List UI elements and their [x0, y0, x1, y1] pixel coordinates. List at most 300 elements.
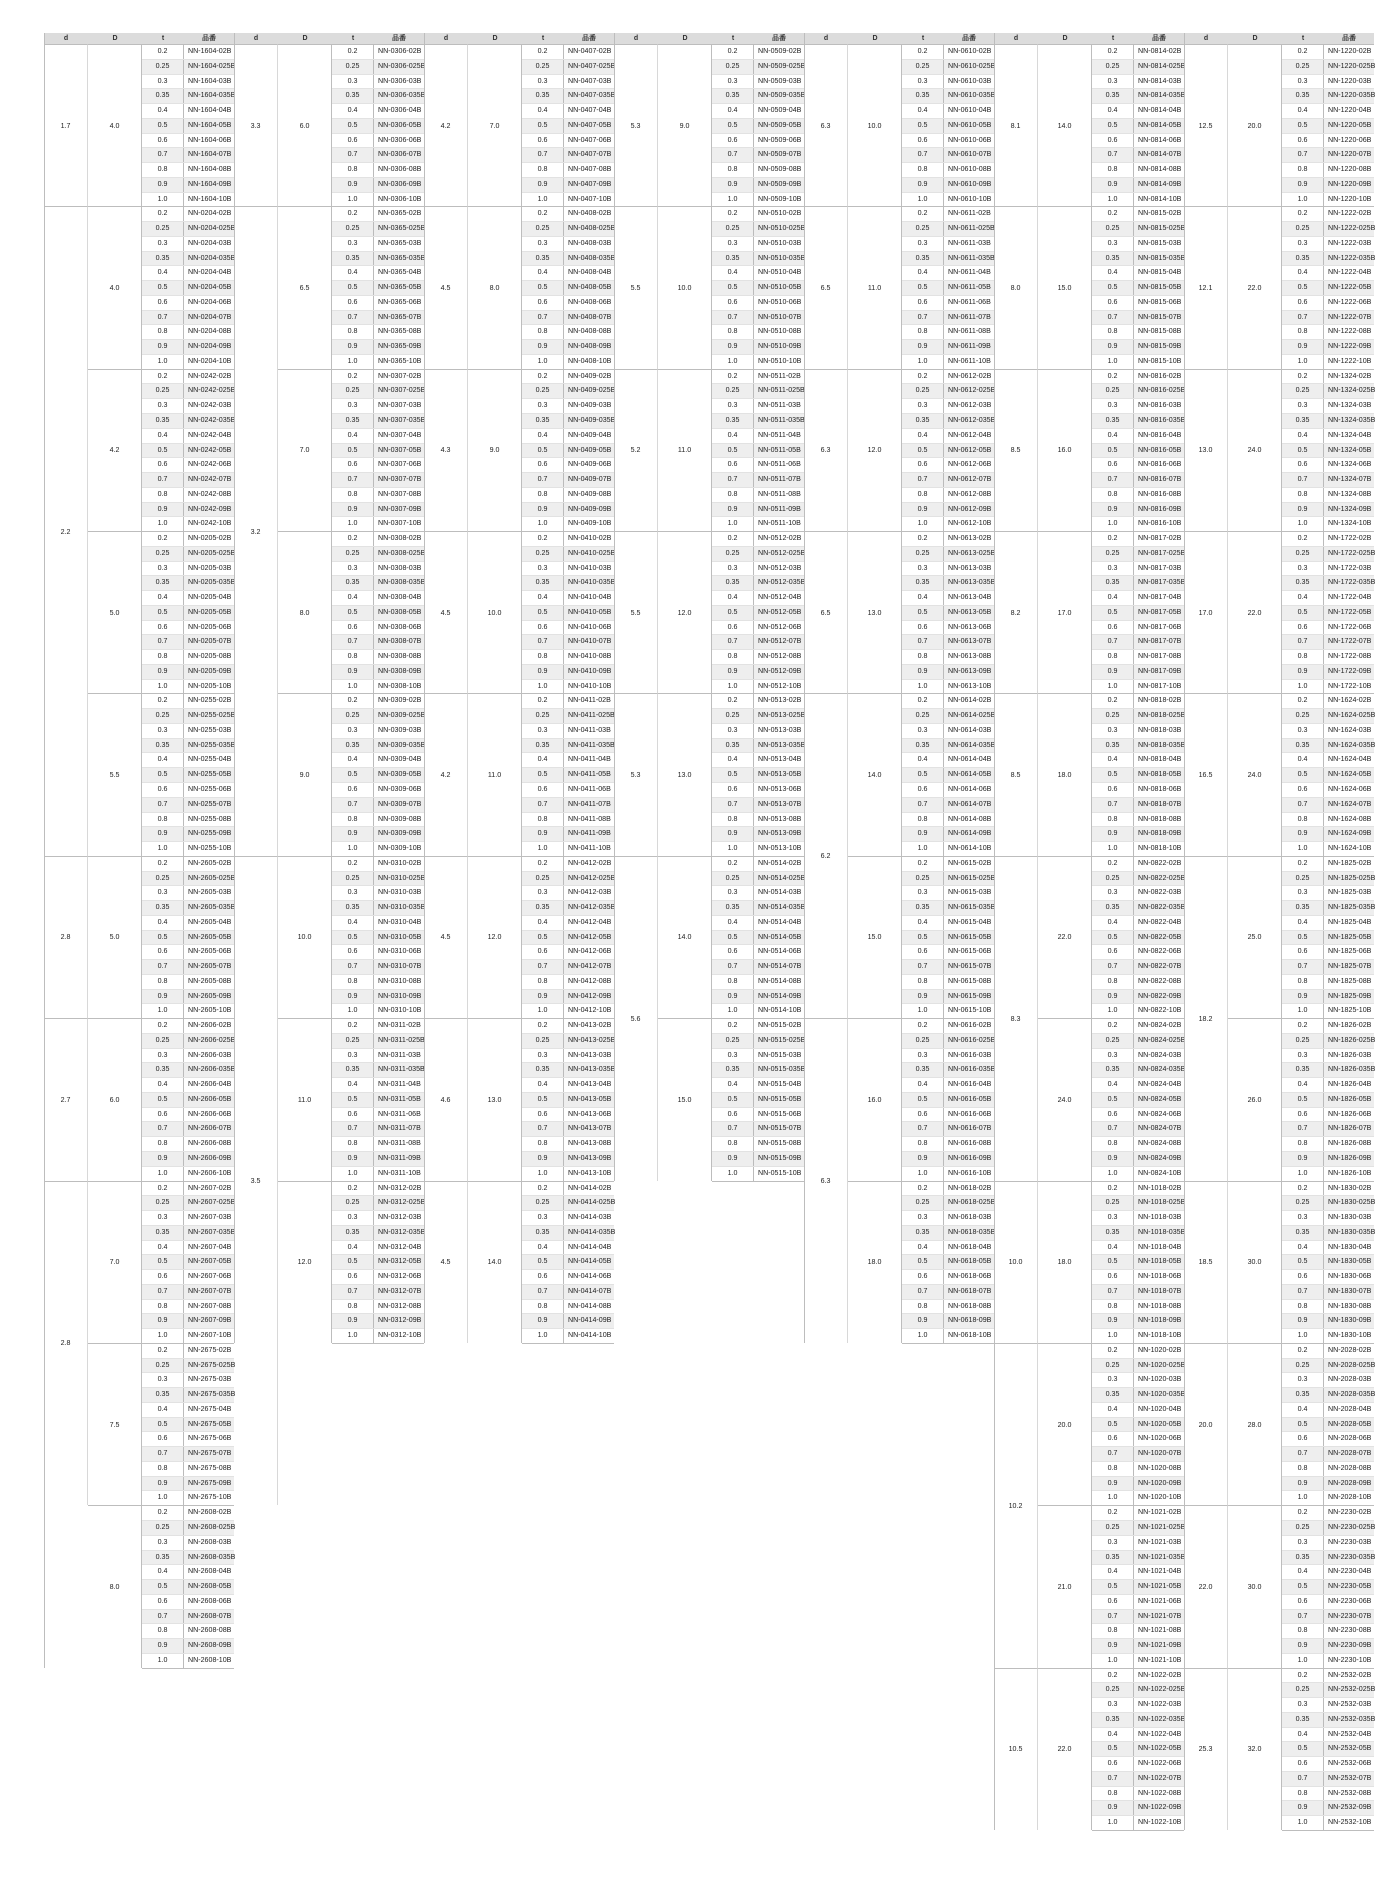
part-number: NN-0255-025B — [188, 711, 236, 720]
thickness-value: 0.8 — [1282, 650, 1324, 664]
thickness-value: 0.9 — [902, 990, 944, 1004]
part-number: NN-0511-10B — [758, 519, 801, 528]
thickness-value: 0.4 — [1092, 591, 1134, 605]
part-number: NN-0511-025B — [758, 386, 805, 395]
thickness-value: 0.3 — [902, 886, 944, 900]
thickness-value: 0.6 — [1092, 1757, 1134, 1771]
outer-diameter-cell: 22.0 — [1038, 856, 1092, 1018]
part-number: NN-1018-05B — [1138, 1257, 1182, 1266]
thickness-value: 0.3 — [712, 75, 754, 89]
thickness-value: 0.5 — [712, 768, 754, 782]
part-number: NN-0618-10B — [948, 1331, 992, 1340]
thickness-value: 1.0 — [1282, 1491, 1324, 1505]
part-number: NN-0365-09B — [378, 342, 422, 351]
thickness-value: 0.9 — [1282, 827, 1324, 841]
thickness-value: 0.2 — [1282, 1506, 1324, 1520]
header-D: D — [112, 35, 118, 42]
part-number: NN-0308-09B — [378, 666, 422, 675]
inner-diameter-cell: 6.5 — [804, 206, 848, 368]
thickness-value: 0.25 — [1092, 1034, 1134, 1048]
part-number: NN-0414-10B — [568, 1331, 612, 1340]
thickness-value: 0.2 — [1092, 694, 1134, 708]
thickness-value: 0.8 — [142, 1137, 184, 1151]
part-number: NN-1222-02B — [1328, 209, 1372, 218]
part-number: NN-1624-02B — [1328, 696, 1372, 705]
thickness-value: 0.3 — [522, 724, 564, 738]
thickness-value: 0.4 — [712, 104, 754, 118]
part-number: NN-0311-10B — [378, 1168, 421, 1177]
part-number: NN-0409-035B — [568, 416, 616, 424]
thickness-value: 0.9 — [902, 665, 944, 679]
part-number: NN-0822-10B — [1138, 1006, 1182, 1015]
part-number: NN-0410-09B — [568, 666, 612, 675]
inner-diameter-cell: 6.3 — [804, 369, 848, 531]
thickness-value: 0.25 — [332, 60, 374, 74]
part-number: NN-0311-09B — [378, 1154, 421, 1162]
part-number: NN-0815-07B — [1138, 312, 1182, 321]
part-number: NN-1020-035B — [1138, 1390, 1186, 1399]
part-number: NN-0409-04B — [568, 430, 612, 439]
part-number: NN-2605-08B — [188, 976, 232, 985]
part-number: NN-0414-06B — [568, 1272, 612, 1281]
part-number: NN-0618-04B — [948, 1242, 992, 1251]
thickness-value: 0.5 — [142, 281, 184, 295]
part-number: NN-2607-09B — [188, 1316, 232, 1325]
thickness-value: 0.9 — [1092, 665, 1134, 679]
inner-diameter-cell: 4.2 — [424, 693, 468, 855]
thickness-value: 0.35 — [1092, 1388, 1134, 1402]
part-number: NN-0817-025B — [1138, 548, 1186, 557]
thickness-value: 0.3 — [522, 237, 564, 251]
part-number: NN-2608-03B — [188, 1537, 232, 1546]
thickness-value: 1.0 — [142, 1167, 184, 1181]
thickness-value: 0.4 — [1092, 1403, 1134, 1417]
part-number: NN-1222-07B — [1328, 312, 1372, 321]
part-number: NN-0509-09B — [758, 179, 802, 188]
part-number: NN-0511-09B — [758, 504, 801, 513]
outer-diameter-cell: 15.0 — [848, 856, 902, 1018]
part-number: NN-1604-06B — [188, 135, 232, 144]
thickness-value: 1.0 — [142, 355, 184, 369]
thickness-value: 0.35 — [712, 901, 754, 915]
thickness-value: 0.9 — [142, 990, 184, 1004]
thickness-value: 0.35 — [522, 739, 564, 753]
part-number: NN-2605-03B — [188, 888, 232, 897]
part-number: NN-0815-03B — [1138, 238, 1182, 247]
part-number: NN-0815-06B — [1138, 297, 1182, 306]
thickness-value: 0.9 — [1282, 1801, 1324, 1815]
thickness-value: 0.4 — [142, 104, 184, 118]
part-number: NN-0615-08B — [948, 976, 992, 985]
inner-diameter-cell: 3.3 — [234, 44, 278, 206]
thickness-value: 0.4 — [142, 429, 184, 443]
part-number: NN-0309-035B — [378, 740, 426, 749]
thickness-value: 0.25 — [522, 709, 564, 723]
part-number: NN-0824-04B — [1138, 1080, 1182, 1089]
part-number: NN-2608-06B — [188, 1596, 232, 1605]
inner-diameter-cell: 10.5 — [994, 1668, 1038, 1830]
thickness-value: 0.9 — [712, 178, 754, 192]
thickness-value: 0.35 — [1282, 1551, 1324, 1565]
thickness-value: 0.25 — [142, 222, 184, 236]
thickness-value: 0.2 — [712, 370, 754, 384]
part-number: NN-0309-025B — [378, 711, 426, 720]
thickness-value: 0.5 — [1282, 768, 1324, 782]
part-number: NN-0306-025B — [378, 61, 426, 70]
part-number: NN-1722-09B — [1328, 666, 1372, 675]
thickness-value: 0.5 — [712, 119, 754, 133]
thickness-value: 0.5 — [1282, 1255, 1324, 1269]
thickness-value: 0.3 — [332, 886, 374, 900]
thickness-value: 0.7 — [522, 311, 564, 325]
part-number: NN-0308-03B — [378, 563, 422, 572]
thickness-value: 0.6 — [712, 945, 754, 959]
part-number: NN-0310-04B — [378, 917, 422, 926]
header-d: d — [443, 35, 449, 42]
part-number: NN-0509-025B — [758, 61, 806, 70]
thickness-value: 0.5 — [332, 606, 374, 620]
thickness-value: 0.4 — [1092, 753, 1134, 767]
thickness-value: 0.8 — [332, 1137, 374, 1151]
thickness-value: 1.0 — [1092, 517, 1134, 531]
thickness-value: 0.5 — [1092, 1418, 1134, 1432]
part-number: NN-1018-04B — [1138, 1242, 1182, 1251]
part-number: NN-2608-07B — [188, 1611, 232, 1620]
part-number: NN-0509-03B — [758, 76, 802, 85]
thickness-value: 0.25 — [1282, 222, 1324, 236]
part-number: NN-1830-07B — [1328, 1286, 1372, 1295]
part-number: NN-0307-05B — [378, 445, 422, 454]
thickness-value: 0.5 — [1282, 119, 1324, 133]
part-number: NN-2028-10B — [1328, 1493, 1372, 1502]
part-number: NN-0413-025B — [568, 1035, 616, 1044]
part-number: NN-0618-05B — [948, 1257, 992, 1266]
part-number: NN-0242-02B — [188, 371, 232, 380]
part-number: NN-1220-02B — [1328, 47, 1372, 55]
thickness-value: 0.5 — [902, 768, 944, 782]
part-number: NN-0410-08B — [568, 652, 612, 661]
part-number: NN-0615-05B — [948, 932, 992, 941]
part-number: NN-0615-025B — [948, 873, 996, 882]
thickness-value: 0.9 — [1282, 1639, 1324, 1653]
thickness-value: 0.7 — [1282, 148, 1324, 162]
thickness-value: 0.3 — [902, 75, 944, 89]
part-number: NN-1624-05B — [1328, 770, 1372, 779]
thickness-value: 0.3 — [712, 562, 754, 576]
group-bottom-line — [1282, 1830, 1374, 1831]
thickness-value: 0.3 — [332, 75, 374, 89]
thickness-value: 0.3 — [332, 399, 374, 413]
thickness-value: 0.6 — [1282, 296, 1324, 310]
part-number: NN-0411-10B — [568, 844, 611, 853]
part-number: NN-1722-02B — [1328, 534, 1372, 543]
part-number: NN-0310-03B — [378, 888, 422, 897]
thickness-value: 0.4 — [1282, 1241, 1324, 1255]
part-number: NN-0255-10B — [188, 844, 232, 853]
part-number: NN-0412-035B — [568, 903, 616, 912]
outer-diameter-cell: 30.0 — [1228, 1505, 1282, 1667]
thickness-value: 0.3 — [1092, 75, 1134, 89]
inner-diameter-cell: 16.5 — [1184, 693, 1228, 855]
part-number: NN-0413-05B — [568, 1094, 612, 1103]
thickness-value: 0.5 — [142, 931, 184, 945]
thickness-value: 0.25 — [332, 709, 374, 723]
thickness-value: 0.25 — [332, 872, 374, 886]
part-number: NN-2230-05B — [1328, 1582, 1372, 1591]
part-number: NN-1018-025B — [1138, 1198, 1186, 1207]
outer-diameter-cell: 13.0 — [848, 531, 902, 693]
thickness-value: 0.3 — [1092, 1698, 1134, 1712]
part-number: NN-0814-06B — [1138, 135, 1182, 144]
part-number: NN-0255-04B — [188, 755, 232, 764]
thickness-value: 0.6 — [522, 296, 564, 310]
thickness-value: 0.7 — [1092, 1772, 1134, 1786]
part-number: NN-0822-025B — [1138, 873, 1186, 882]
part-number: NN-2607-03B — [188, 1213, 232, 1222]
part-number: NN-0614-035B — [948, 740, 996, 749]
thickness-value: 0.4 — [1282, 1078, 1324, 1092]
thickness-value: 0.35 — [142, 252, 184, 266]
thickness-value: 0.25 — [1092, 1683, 1134, 1697]
part-number: NN-2608-05B — [188, 1582, 232, 1591]
part-number: NN-0614-08B — [948, 814, 992, 823]
outer-diameter-cell: 8.0 — [468, 206, 522, 368]
part-number: NN-1826-03B — [1328, 1050, 1372, 1059]
thickness-value: 0.4 — [522, 266, 564, 280]
part-number: NN-0409-06B — [568, 460, 612, 469]
thickness-value: 1.0 — [522, 517, 564, 531]
thickness-value: 0.7 — [1092, 473, 1134, 487]
part-number: NN-0824-10B — [1138, 1168, 1182, 1177]
part-number: NN-0610-05B — [948, 120, 992, 129]
outer-diameter-cell: 12.0 — [278, 1181, 332, 1343]
part-number: NN-0407-04B — [568, 106, 612, 115]
part-number: NN-1220-09B — [1328, 179, 1372, 188]
part-number: NN-0414-09B — [568, 1316, 612, 1325]
thickness-value: 0.4 — [142, 1078, 184, 1092]
thickness-value: 0.25 — [142, 1196, 184, 1210]
thickness-value: 0.5 — [1282, 606, 1324, 620]
thickness-value: 0.8 — [332, 813, 374, 827]
outer-diameter-cell: 7.0 — [468, 44, 522, 206]
thickness-value: 0.4 — [1092, 1078, 1134, 1092]
part-number: NN-0509-07B — [758, 150, 802, 159]
part-number: NN-0614-10B — [948, 844, 992, 853]
thickness-value: 0.7 — [142, 1447, 184, 1461]
thickness-value: 0.3 — [142, 1049, 184, 1063]
thickness-value: 0.2 — [332, 1182, 374, 1196]
thickness-value: 1.0 — [712, 842, 754, 856]
thickness-value: 1.0 — [142, 842, 184, 856]
thickness-value: 0.3 — [332, 237, 374, 251]
part-number: NN-0818-10B — [1138, 844, 1182, 853]
part-number: NN-2028-08B — [1328, 1463, 1372, 1472]
thickness-value: 0.7 — [712, 635, 754, 649]
thickness-value: 0.35 — [142, 1551, 184, 1565]
part-number: NN-0411-03B — [568, 725, 611, 734]
thickness-value: 0.8 — [1282, 325, 1324, 339]
thickness-value: 0.5 — [1092, 281, 1134, 295]
thickness-value: 0.2 — [1282, 1019, 1324, 1033]
part-number: NN-1624-10B — [1328, 844, 1372, 853]
thickness-value: 0.9 — [332, 1314, 374, 1328]
thickness-value: 1.0 — [522, 842, 564, 856]
thickness-value: 0.35 — [1282, 739, 1324, 753]
outer-diameter-cell: 4.0 — [88, 206, 142, 368]
thickness-value: 0.25 — [1092, 384, 1134, 398]
part-number: NN-1830-05B — [1328, 1257, 1372, 1266]
part-number: NN-0611-04B — [948, 268, 991, 277]
part-number: NN-0409-09B — [568, 504, 612, 513]
part-number: NN-2532-06B — [1328, 1759, 1372, 1768]
thickness-value: 0.5 — [332, 119, 374, 133]
part-number: NN-2028-03B — [1328, 1375, 1372, 1384]
part-number: NN-1825-04B — [1328, 917, 1372, 926]
thickness-value: 0.4 — [332, 591, 374, 605]
part-number: NN-1018-02B — [1138, 1183, 1182, 1192]
thickness-value: 0.8 — [522, 325, 564, 339]
outer-diameter-cell: 7.0 — [278, 369, 332, 531]
part-number: NN-0610-03B — [948, 76, 992, 85]
part-number: NN-1021-08B — [1138, 1626, 1182, 1635]
part-number: NN-0616-04B — [948, 1080, 992, 1089]
part-number: NN-1826-07B — [1328, 1124, 1372, 1133]
part-number: NN-0310-05B — [378, 932, 422, 941]
part-number: NN-0409-025B — [568, 386, 616, 395]
inner-diameter-cell: 4.5 — [424, 1181, 468, 1343]
thickness-value: 0.25 — [1282, 1683, 1324, 1697]
thickness-value: 1.0 — [902, 355, 944, 369]
thickness-value: 0.6 — [1092, 945, 1134, 959]
thickness-value: 1.0 — [902, 517, 944, 531]
part-number: NN-0514-05B — [758, 932, 802, 941]
thickness-value: 0.8 — [1282, 163, 1324, 177]
part-number: NN-1022-08B — [1138, 1788, 1182, 1797]
part-number: NN-1826-05B — [1328, 1094, 1372, 1103]
part-number: NN-1624-07B — [1328, 799, 1372, 808]
thickness-value: 1.0 — [522, 1004, 564, 1018]
thickness-value: 1.0 — [332, 355, 374, 369]
part-number: NN-0311-025B — [378, 1035, 425, 1044]
thickness-value: 0.7 — [1092, 1285, 1134, 1299]
thickness-value: 0.35 — [522, 252, 564, 266]
thickness-value: 0.35 — [522, 1226, 564, 1240]
part-number: NN-1324-06B — [1328, 460, 1372, 469]
thickness-value: 0.8 — [1092, 975, 1134, 989]
header-d: d — [823, 35, 829, 42]
thickness-value: 0.4 — [142, 753, 184, 767]
part-number: NN-0610-07B — [948, 150, 992, 159]
thickness-value: 0.9 — [1282, 340, 1324, 354]
part-number: NN-0204-03B — [188, 238, 232, 247]
thickness-value: 0.25 — [522, 872, 564, 886]
thickness-value: 0.35 — [1282, 1063, 1324, 1077]
part-number: NN-0510-05B — [758, 283, 802, 292]
thickness-value: 0.6 — [902, 783, 944, 797]
part-number: NN-0814-10B — [1138, 194, 1182, 203]
part-number: NN-0312-09B — [378, 1316, 422, 1325]
part-number: NN-0407-035B — [568, 91, 616, 100]
part-number: NN-0513-025B — [758, 711, 806, 720]
thickness-value: 0.35 — [332, 89, 374, 103]
thickness-value: 0.25 — [142, 60, 184, 74]
thickness-value: 0.6 — [522, 134, 564, 148]
outer-diameter-cell: 7.0 — [88, 1181, 142, 1343]
thickness-value: 0.7 — [332, 960, 374, 974]
part-number: NN-0414-08B — [568, 1301, 612, 1310]
part-number: NN-0204-05B — [188, 283, 232, 292]
part-number: NN-1826-06B — [1328, 1109, 1372, 1118]
part-number: NN-0614-03B — [948, 725, 992, 734]
part-number: NN-0610-025B — [948, 61, 996, 70]
part-number: NN-0615-04B — [948, 917, 992, 926]
thickness-value: 0.9 — [522, 827, 564, 841]
part-number: NN-1324-10B — [1328, 519, 1372, 528]
part-number: NN-2532-04B — [1328, 1729, 1372, 1738]
part-number: NN-0613-035B — [948, 578, 996, 587]
part-number: NN-0610-035B — [948, 91, 996, 100]
part-number: NN-0610-04B — [948, 106, 992, 115]
part-number: NN-0312-035B — [378, 1227, 426, 1236]
group-left-border — [44, 33, 235, 1668]
part-number: NN-1826-08B — [1328, 1139, 1372, 1148]
part-number: NN-0618-035B — [948, 1227, 996, 1236]
part-number: NN-0613-02B — [948, 534, 992, 543]
part-number: NN-1222-08B — [1328, 327, 1372, 336]
thickness-value: 0.7 — [1282, 1610, 1324, 1624]
thickness-value: 0.7 — [522, 798, 564, 812]
thickness-value: 0.4 — [142, 591, 184, 605]
part-number: NN-1324-09B — [1328, 504, 1372, 513]
thickness-value: 0.6 — [902, 1270, 944, 1284]
part-number: NN-0410-03B — [568, 563, 612, 572]
group-bottom-line — [522, 1343, 614, 1344]
thickness-value: 0.35 — [902, 1063, 944, 1077]
thickness-value: 0.3 — [142, 1373, 184, 1387]
part-number: NN-0407-09B — [568, 179, 612, 188]
thickness-value: 0.2 — [332, 45, 374, 59]
part-number: NN-2606-02B — [188, 1021, 232, 1030]
part-number: NN-0610-09B — [948, 179, 992, 188]
part-number: NN-2607-06B — [188, 1272, 232, 1281]
thickness-value: 0.7 — [142, 798, 184, 812]
thickness-value: 0.25 — [902, 709, 944, 723]
thickness-value: 0.5 — [1092, 768, 1134, 782]
thickness-value: 0.3 — [902, 1049, 944, 1063]
thickness-value: 0.9 — [522, 1314, 564, 1328]
part-number: NN-0510-04B — [758, 268, 802, 277]
part-number: NN-0822-08B — [1138, 976, 1182, 985]
thickness-value: 0.35 — [712, 89, 754, 103]
thickness-value: 0.6 — [142, 783, 184, 797]
part-number: NN-0309-04B — [378, 755, 422, 764]
part-number: NN-2230-09B — [1328, 1641, 1372, 1650]
part-number: NN-1825-07B — [1328, 962, 1372, 971]
thickness-value: 0.6 — [712, 783, 754, 797]
part-number: NN-1324-025B — [1328, 386, 1376, 395]
part-number: NN-0512-07B — [758, 637, 802, 646]
thickness-value: 0.9 — [712, 665, 754, 679]
thickness-value: 0.9 — [1092, 827, 1134, 841]
thickness-value: 0.4 — [522, 104, 564, 118]
part-number: NN-0309-06B — [378, 785, 422, 793]
part-number: NN-1722-025B — [1328, 548, 1376, 557]
part-number: NN-0204-07B — [188, 312, 232, 321]
outer-diameter-cell: 11.0 — [658, 369, 712, 531]
part-number: NN-1604-04B — [188, 106, 232, 115]
thickness-value: 0.7 — [1282, 960, 1324, 974]
part-number: NN-0816-035B — [1138, 416, 1186, 424]
